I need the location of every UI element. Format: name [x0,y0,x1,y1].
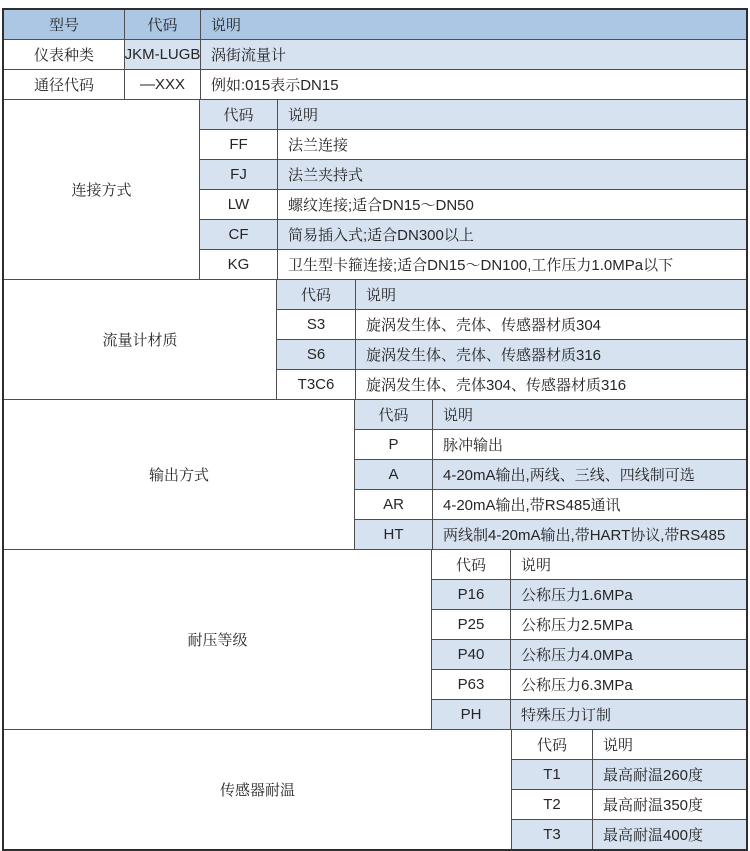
section-label: 耐压等级 [4,550,432,729]
table-row [4,39,746,69]
row-desc: 公称压力1.6MPa [510,580,746,609]
section-label: 连接方式 [4,100,200,279]
table-row [277,339,746,369]
sub-header-code: 代码 [300,287,331,304]
row-desc: 4-20mA输出,带RS485通讯 [432,490,746,519]
sub-header-code: 代码 [223,107,254,124]
row-code: P40 [457,646,485,663]
row-code: HT [383,526,404,543]
row-desc: 卫生型卡箍连接;适合DN15～DN100,工作压力1.0MPa以下 [277,250,746,279]
table-row [355,429,746,459]
sub-header-code: 代码 [378,407,409,424]
row-desc: 旋涡发生体、壳体、传感器材质304 [355,310,746,339]
section-rows [432,550,746,729]
table-row [4,69,746,99]
row-code: T1 [543,766,561,783]
header-cell-model: 型号 [48,17,79,34]
table-row [200,159,746,189]
row-code: P25 [457,616,485,633]
row-desc: 旋涡发生体、壳体、传感器材质316 [355,340,746,369]
row-code: A [388,466,399,483]
row-desc: 最高耐温350度 [592,790,746,819]
table-row [277,309,746,339]
table-row [200,129,746,159]
row-desc: 简易插入式;适合DN300以上 [277,220,746,249]
row-desc: 最高耐温260度 [592,760,746,789]
row-label: 通径代码 [33,77,94,94]
section-output-mode [4,399,746,549]
section-rows [277,280,746,399]
section-label: 输出方式 [4,400,355,549]
model-selection-table [2,8,748,851]
row-code: S6 [306,346,326,363]
row-desc: 公称压力6.3MPa [510,670,746,699]
row-code: T3C6 [297,376,335,393]
row-desc: 例如:015表示DN15 [200,70,746,99]
table-row [355,489,746,519]
row-desc: 特殊压力订制 [510,700,746,729]
table-row [432,639,746,669]
row-code: KG [227,256,250,273]
sub-header-desc: 说明 [510,550,746,579]
row-desc: 公称压力4.0MPa [510,640,746,669]
table-row [432,609,746,639]
section-rows [512,730,746,849]
sub-header-desc: 说明 [592,730,746,759]
table-row [512,759,746,789]
row-desc: 4-20mA输出,两线、三线、四线制可选 [432,460,746,489]
row-code: PH [460,706,482,723]
row-code: JKM-LUGB [124,40,200,69]
section-pressure-rating [4,549,746,729]
row-code: T2 [543,796,561,813]
section-material [4,279,746,399]
table-row [277,369,746,399]
row-desc: 最高耐温400度 [592,820,746,849]
sub-header-row [512,730,746,759]
row-code: FF [229,136,248,153]
row-code: FJ [230,166,247,183]
row-code: S3 [306,316,326,333]
table-row [512,819,746,849]
header-cell-desc: 说明 [200,10,746,39]
table-header-row [4,10,746,39]
sub-header-row [277,280,746,309]
table-row [355,459,746,489]
section-rows [200,100,746,279]
sub-header-desc: 说明 [277,100,746,129]
section-label: 流量计材质 [4,280,277,399]
sub-header-code: 代码 [455,557,486,574]
sub-header-desc: 说明 [432,400,746,429]
table-row [200,189,746,219]
table-row [432,579,746,609]
row-code: P63 [457,676,485,693]
row-desc: 旋涡发生体、壳体304、传感器材质316 [355,370,746,399]
sub-header-row [432,550,746,579]
row-desc: 脉冲输出 [432,430,746,459]
table-row [355,519,746,549]
row-code: LW [227,196,250,213]
table-row [200,219,746,249]
row-desc: 公称压力2.5MPa [510,610,746,639]
table-row [432,669,746,699]
row-label: 仪表种类 [33,47,94,64]
sub-header-code: 代码 [536,737,567,754]
section-sensor-temperature [4,729,746,849]
sub-header-desc: 说明 [355,280,746,309]
row-code: CF [228,226,249,243]
row-code: T3 [543,826,561,843]
table-row [200,249,746,279]
row-code: P [388,436,399,453]
row-desc: 法兰夹持式 [277,160,746,189]
row-code: AR [383,496,404,513]
section-rows [355,400,746,549]
header-cell-code: 代码 [124,10,200,39]
table-row [512,789,746,819]
row-desc: 螺纹连接;适合DN15～DN50 [277,190,746,219]
section-label: 传感器耐温 [4,730,512,849]
row-code: P16 [457,586,485,603]
sub-header-row [200,100,746,129]
section-connection-type [4,99,746,279]
row-desc: 法兰连接 [277,130,746,159]
row-code: —XXX [124,70,200,99]
row-desc: 两线制4-20mA输出,带HART协议,带RS485 [432,520,746,549]
sub-header-row [355,400,746,429]
table-row [432,699,746,729]
row-desc: 涡街流量计 [200,40,746,69]
